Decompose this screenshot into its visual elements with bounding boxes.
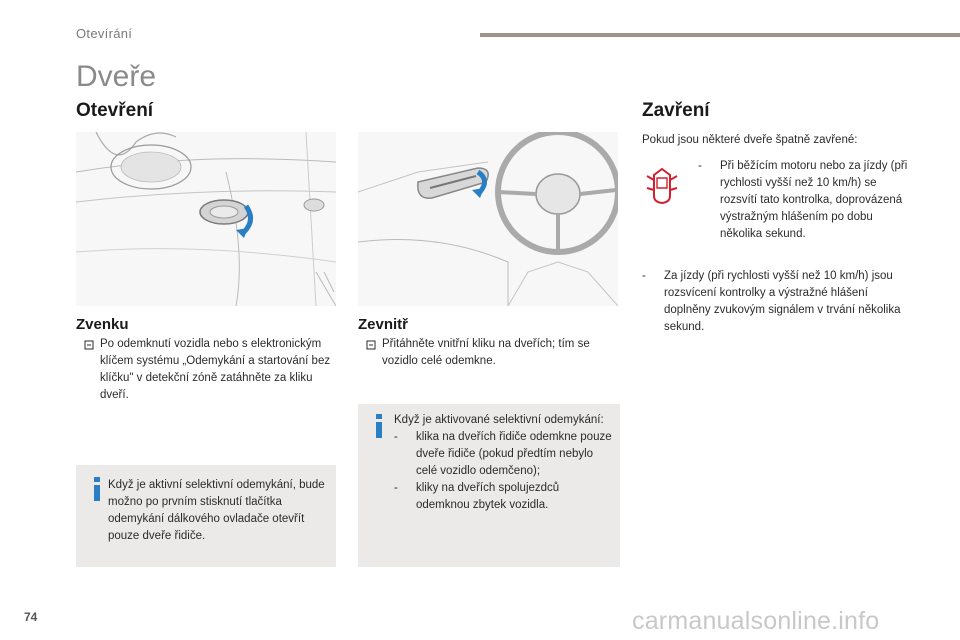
opening-heading: Otevření — [76, 100, 154, 121]
outside-instruction — [84, 336, 334, 404]
bullet-icon — [366, 336, 376, 356]
inside-heading: Zevnitř — [358, 316, 409, 333]
outside-instruction-text: Po odemknutí vozidla nebo s elektronickým klíčem systému „Odemykání a startování bez klíčku" v detekční zóně zatáhněte za kliku dveří. — [100, 338, 331, 401]
inside-instruction-text: Přitáhněte vnitřní kliku na dveřích; tím se vozidlo celé odemkne. — [382, 338, 590, 367]
dash-marker: - — [698, 160, 702, 172]
watermark: carmanualsonline.info — [632, 607, 880, 635]
list-item — [394, 429, 614, 480]
closing-item-2 — [642, 268, 912, 336]
inside-info-box — [358, 404, 620, 567]
inside-info-content — [394, 412, 614, 514]
inside-info-intro: Když je aktivované selektivní odemykání: — [394, 414, 604, 426]
info-icon — [86, 477, 108, 501]
car-door-exterior-drawing — [76, 132, 336, 306]
list-item — [698, 158, 908, 243]
car-interior-drawing — [358, 132, 618, 306]
dash-marker: - — [394, 482, 398, 494]
list-item-text: Za jízdy (při rychlosti vyšší než 10 km/h) jsou rozsvícení kontrolky a výstražné hlášení doplněny zvukovým signálem v trvání několika sekund. — [664, 270, 901, 333]
list-item-text: kliky na dveřích spolujezdců odemknou zbytek vozidla. — [416, 482, 560, 511]
dash-marker: - — [642, 270, 646, 282]
outside-heading: Zvenku — [76, 316, 129, 333]
section-label: Otevírání — [76, 26, 133, 41]
inside-info-list — [394, 429, 614, 514]
list-item-text: Při běžícím motoru nebo za jízdy (při rychlosti vyšší než 10 km/h) se rozsvítí tato kontrolka, doprovázená výstražným hlášením po dobu několika sekund. — [720, 160, 908, 240]
page-number: 74 — [24, 610, 38, 624]
list-item-text: klika na dveřích řidiče odemkne pouze dveře řidiče (pokud předtím nebylo celé vozidlo odemčeno); — [416, 431, 612, 477]
page-title: Dveře — [76, 60, 157, 93]
inside-handle-illustration — [358, 132, 618, 306]
closing-intro: Pokud jsou některé dveře špatně zavřené: — [642, 134, 858, 146]
closing-heading: Zavření — [642, 100, 710, 121]
door-open-warning-icon — [642, 166, 682, 206]
outside-info-text: Když je aktivní selektivní odemykání, bude možno po prvním stisknutí tlačítka odemykání dálkového ovladače otevřít pouze dveře řidiče. — [108, 479, 325, 542]
outside-handle-illustration — [76, 132, 336, 306]
list-item — [394, 480, 614, 514]
info-icon — [368, 414, 390, 438]
outside-info-box — [76, 465, 336, 567]
bullet-icon — [84, 336, 94, 356]
inside-instruction — [366, 336, 616, 370]
dash-marker: - — [394, 431, 398, 443]
list-item — [642, 268, 912, 336]
closing-item-1 — [698, 158, 908, 243]
header-bar — [480, 33, 960, 37]
